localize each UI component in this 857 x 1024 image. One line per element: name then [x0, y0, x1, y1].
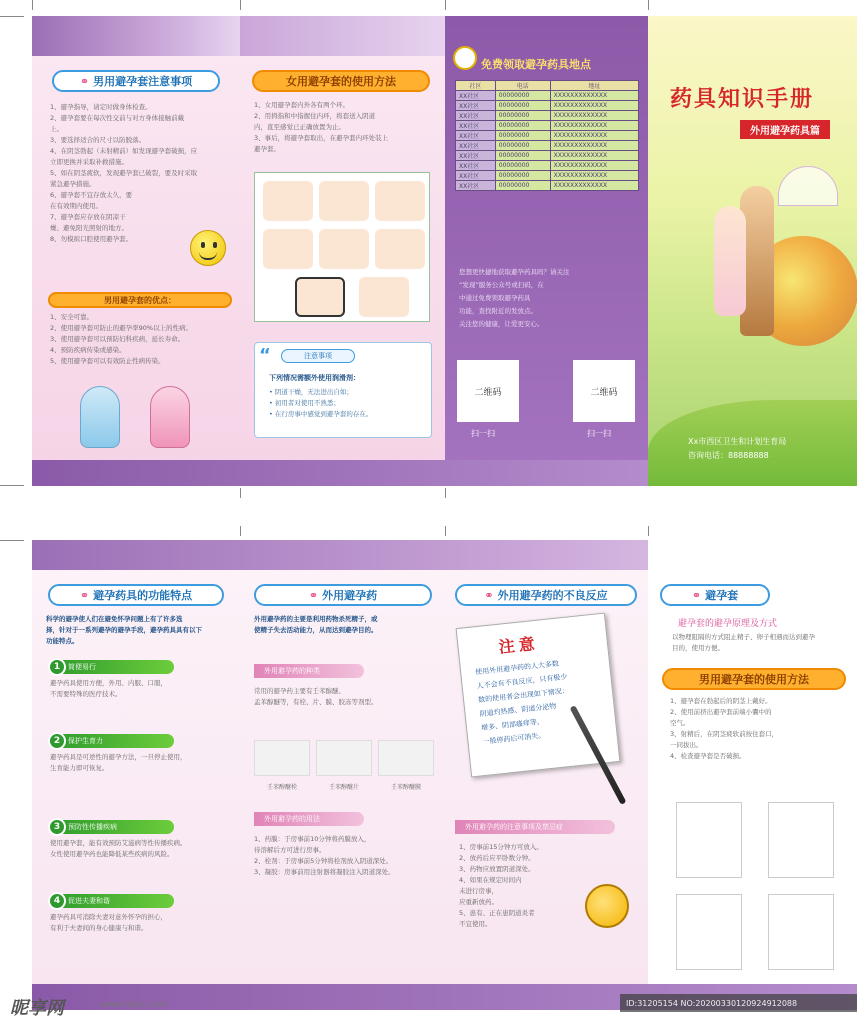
cover-phone: 咨询电话：88888888 [688, 451, 769, 460]
caution-title: 注意事项 [281, 349, 355, 363]
scan-label: 扫一扫 [587, 429, 611, 438]
condom-usage-text: 1、避孕套在勃起后的阴茎上戴好。 2、使用前挤出避孕套前端小囊中的 空气。 3、射精后，在阴茎疲软前按住套口， 一同拔出。 4、检查避孕套是否破损。 [670, 697, 779, 760]
condom-text: 以物理阻隔的方式阻止精子、卵子相遇而达到避孕 目的，使用方便。 [672, 633, 815, 652]
features-intro: 科学的避孕使人们在避免怀孕问题上有了许多选 择，针对于一系列避孕的避孕手段，避孕药具具有以下 功能特点。 [46, 615, 202, 645]
feature-text: 避孕药具可消除夫妻对意外怀孕的担心， 有利于夫妻间的身心健康与和谐。 [50, 913, 167, 932]
panel-locations [445, 16, 648, 486]
product-image [316, 740, 372, 776]
drug-usage-text: 1、药膜：于房事前10分钟将药膜放入， 待溶解后方可进行房事。 2、栓剂：于房事前5分钟将栓剂放入阴道深处。 3、凝胶：房事前用注射器将凝胶注入阴道深处。 [254, 835, 395, 876]
caution-items: • 阴道干燥，无法进出自如； • 初用者对使用不熟悉； • 在行房事中感觉到避孕套的存在。 [269, 388, 373, 418]
crop-mark [0, 540, 24, 541]
product-image [378, 740, 434, 776]
table-row: XX社区 00000000 XXXXXXXXXXXXX [456, 131, 639, 141]
step-figure [263, 229, 313, 269]
feature-tag: 3 预防性传播疾病 [50, 820, 174, 834]
crop-mark [648, 526, 649, 536]
locations-paragraph: 您想更快捷地获取避孕药具吗？请关注 “发现”服务公众号或扫码，在 中通过免费领取避孕药具 功能，查找附近的发放点。 关注您的健康，让爱更安心。 [459, 268, 570, 328]
blue-condom-cartoon [80, 386, 120, 448]
feature-tag: 2 保护生育力 [50, 734, 174, 748]
step-figure [319, 229, 369, 269]
site-logo: 昵享网 [10, 998, 64, 1019]
panel-cover [648, 16, 857, 486]
drug-types-text: 常用的避孕药主要有壬苯醇醚、 孟苯醇醚等，有栓、片、膜、胶冻等剂型。 [254, 687, 378, 706]
qr-code-placeholder[interactable]: 二维码 [573, 360, 635, 422]
step-illustration [676, 802, 742, 878]
step-figure [263, 181, 313, 221]
cover-title: 药具知识手册 [670, 87, 815, 112]
product-label: 壬苯醇醚栓 [266, 784, 297, 791]
heart-icon: ⚭ [79, 74, 90, 88]
caution-card [254, 342, 432, 438]
heart-icon: ⚭ [691, 588, 702, 602]
mascot-icon [453, 46, 477, 70]
feature-text: 使用避孕套，能有效预防艾滋病等性传播疾病。 女性使用避孕药也能降低某些疾病的风险。 [50, 839, 187, 858]
condom-subtitle: 避孕套的避孕原理及方式 [678, 619, 778, 629]
locations-table [455, 80, 639, 191]
crop-mark [445, 0, 446, 10]
panel-condom [648, 540, 857, 1010]
step-figure [319, 181, 369, 221]
table-row: XX社区 00000000 XXXXXXXXXXXXX [456, 151, 639, 161]
male-notes-text: 1、避孕指导，请定时做身体检查。 2、避孕套要在每次性交前与对方身体接触前戴 上。 3、要选择适合的尺寸以防脱落。 4、在阴茎勃起（未射精前）如发现避孕套破损，应 立即更换并采取补救措施。 5、如在阴茎疲软，发现避孕套已破裂，要及时采取 紧急避孕措施。 6、避孕套不宜存放太久，要 在有效期内使用。 7、避孕套应存放在阴凉干 燥、避免阳光照射的地方。 8、勿模拟口腔使用避孕套。 [50, 103, 198, 243]
crop-mark [240, 526, 241, 536]
scan-label: 扫一扫 [471, 429, 495, 438]
crop-mark [445, 526, 446, 536]
qr-code-placeholder[interactable]: 二维码 [457, 360, 519, 422]
top-band [32, 16, 240, 56]
features-title: ⚭ 避孕药具的功能特点 [48, 584, 224, 606]
external-drugs-intro: 外用避孕药的主要是利用药物杀死精子，或 使精子失去活动能力，从而达到避孕目的。 [254, 615, 378, 634]
table-row: XX社区 00000000 XXXXXXXXXXXXX [456, 141, 639, 151]
table-header-cell: 电话 [495, 81, 550, 91]
feature-tag: 1 简便易行 [50, 660, 174, 674]
site-url: www.nipic.com [100, 1000, 168, 1010]
table-row: XX社区 00000000 XXXXXXXXXXXXX [456, 161, 639, 171]
table-header-cell: 地址 [550, 81, 638, 91]
quote-icon: “ [259, 345, 271, 366]
heart-icon: ⚭ [79, 588, 90, 602]
panel-external-drugs [240, 540, 445, 1010]
step-illustration [676, 894, 742, 970]
note-text: 使用外用避孕药的人大多数 人不会有不良反应，只有极少 数的使用者会出现如下情况： 阴道灼热感、阴道分泌物 增多、阴部瘙痒等， 一般停药后可消失。 [474, 659, 570, 747]
caution-intro: 下列情况需额外使用润滑剂： [269, 374, 360, 382]
pink-condom-cartoon [150, 386, 190, 448]
heart-icon: ⚭ [484, 588, 494, 602]
table-row: XX社区 00000000 XXXXXXXXXXXXX [456, 181, 639, 191]
couple-illustration [678, 166, 848, 346]
heart-icon: ⚭ [308, 588, 319, 602]
step-illustration [768, 802, 834, 878]
male-advantages-title: 男用避孕套的优点： [48, 292, 232, 308]
step-figure [295, 277, 345, 317]
female-usage-text: 1、女用避孕套内外各有两个环。 2、用拇指和中指握住内环，将套送入阴道 内，直至感觉已正确放置为止。 3、事后，将避孕套取出，在避孕套内环处装上 避孕套。 [254, 101, 389, 153]
usage-illustration [254, 172, 430, 322]
crop-mark [648, 0, 649, 10]
table-header-cell: 社区 [456, 81, 496, 91]
top-band [240, 16, 445, 56]
image-id-strip: ID:31205154 NO:20200330120924912088 [620, 994, 857, 1012]
table-row: XX社区 00000000 XXXXXXXXXXXXX [456, 171, 639, 181]
brochure-outside [32, 16, 857, 486]
step-illustration [768, 894, 834, 970]
panel-male-notes [32, 16, 240, 486]
table-row: XX社区 00000000 XXXXXXXXXXXXX [456, 91, 639, 101]
crop-mark [445, 488, 446, 498]
panel-features [32, 540, 240, 1010]
cover-subtitle: 外用避孕药具篇 [740, 120, 830, 139]
table-row: XX社区 00000000 XXXXXXXXXXXXX [456, 101, 639, 111]
crop-mark [32, 0, 33, 10]
cover-org: Xx市西区卫生和计划生育局 [688, 437, 787, 446]
crop-mark [240, 488, 241, 498]
smiley-eye [201, 242, 205, 248]
bottom-band [32, 460, 648, 486]
locations-title: 免费领取避孕药具地点 [481, 58, 591, 71]
drug-types-bar: 外用避孕药的种类 [254, 664, 364, 678]
step-figure [375, 229, 425, 269]
side-effects-title: ⚭ 外用避孕药的不良反应 [455, 584, 637, 606]
table-row: XX社区 00000000 XXXXXXXXXXXXX [456, 121, 639, 131]
product-image [254, 740, 310, 776]
crop-mark [240, 0, 241, 10]
feature-text: 避孕药具是可逆性的避孕方法，一旦停止使用， 生育能力即可恢复。 [50, 753, 187, 772]
drug-usage-bar: 外用避孕药的用法 [254, 812, 364, 826]
panel-female-usage [240, 16, 445, 486]
product-label: 壬苯醇醚片 [328, 784, 359, 791]
step-figure [359, 277, 409, 317]
crop-mark [0, 485, 24, 486]
crop-mark [0, 16, 24, 17]
figure-woman [714, 206, 746, 316]
side-effects-text: 1、房事前15分钟方可放入。 2、放药后应平卧数分钟。 3、药物应放置阴道深处。 4、如果在规定时间内 未进行房事， 应重新放药。 5、患有、正在患阴道炎者 不宜使用。 [459, 843, 543, 928]
product-label: 壬苯醇醚膜 [390, 784, 421, 791]
feature-tag: 4 促进夫妻和谐 [50, 894, 174, 908]
table-row: XX社区 00000000 XXXXXXXXXXXXX [456, 111, 639, 121]
panel-side-effects [445, 540, 648, 1010]
condom-usage-title: 男用避孕套的使用方法 [662, 668, 846, 690]
male-advantages-text: 1、安全可靠。 2、使用避孕套可防止的避孕率90%以上的性病。 3、使用避孕套可以预防妇科疾病，延长寿命。 4、预防疾病传染或感染。 5、使用避孕套可以有效防止性病传染。 [50, 313, 193, 365]
female-usage-title: 女用避孕套的使用方法 [252, 70, 430, 92]
feature-text: 避孕药具使用方便，外用、内服、口服， 不需要特殊的医疗技术。 [50, 679, 167, 698]
external-drugs-title: ⚭ 外用避孕药 [254, 584, 432, 606]
condom-title: ⚭ 避孕套 [660, 584, 770, 606]
table-header-row [456, 81, 639, 91]
umbrella [778, 166, 838, 206]
male-notes-title: ⚭ 男用避孕套注意事项 [52, 70, 220, 92]
side-effects-bar: 外用避孕药的注意事项及禁忌症 [455, 820, 615, 834]
bee-mascot-icon [585, 884, 629, 928]
note-title: 注意 [497, 633, 540, 657]
smiley-eye [213, 242, 217, 248]
smiley-face-icon [190, 230, 226, 266]
step-figure [375, 181, 425, 221]
brochure-inside [32, 540, 857, 1010]
